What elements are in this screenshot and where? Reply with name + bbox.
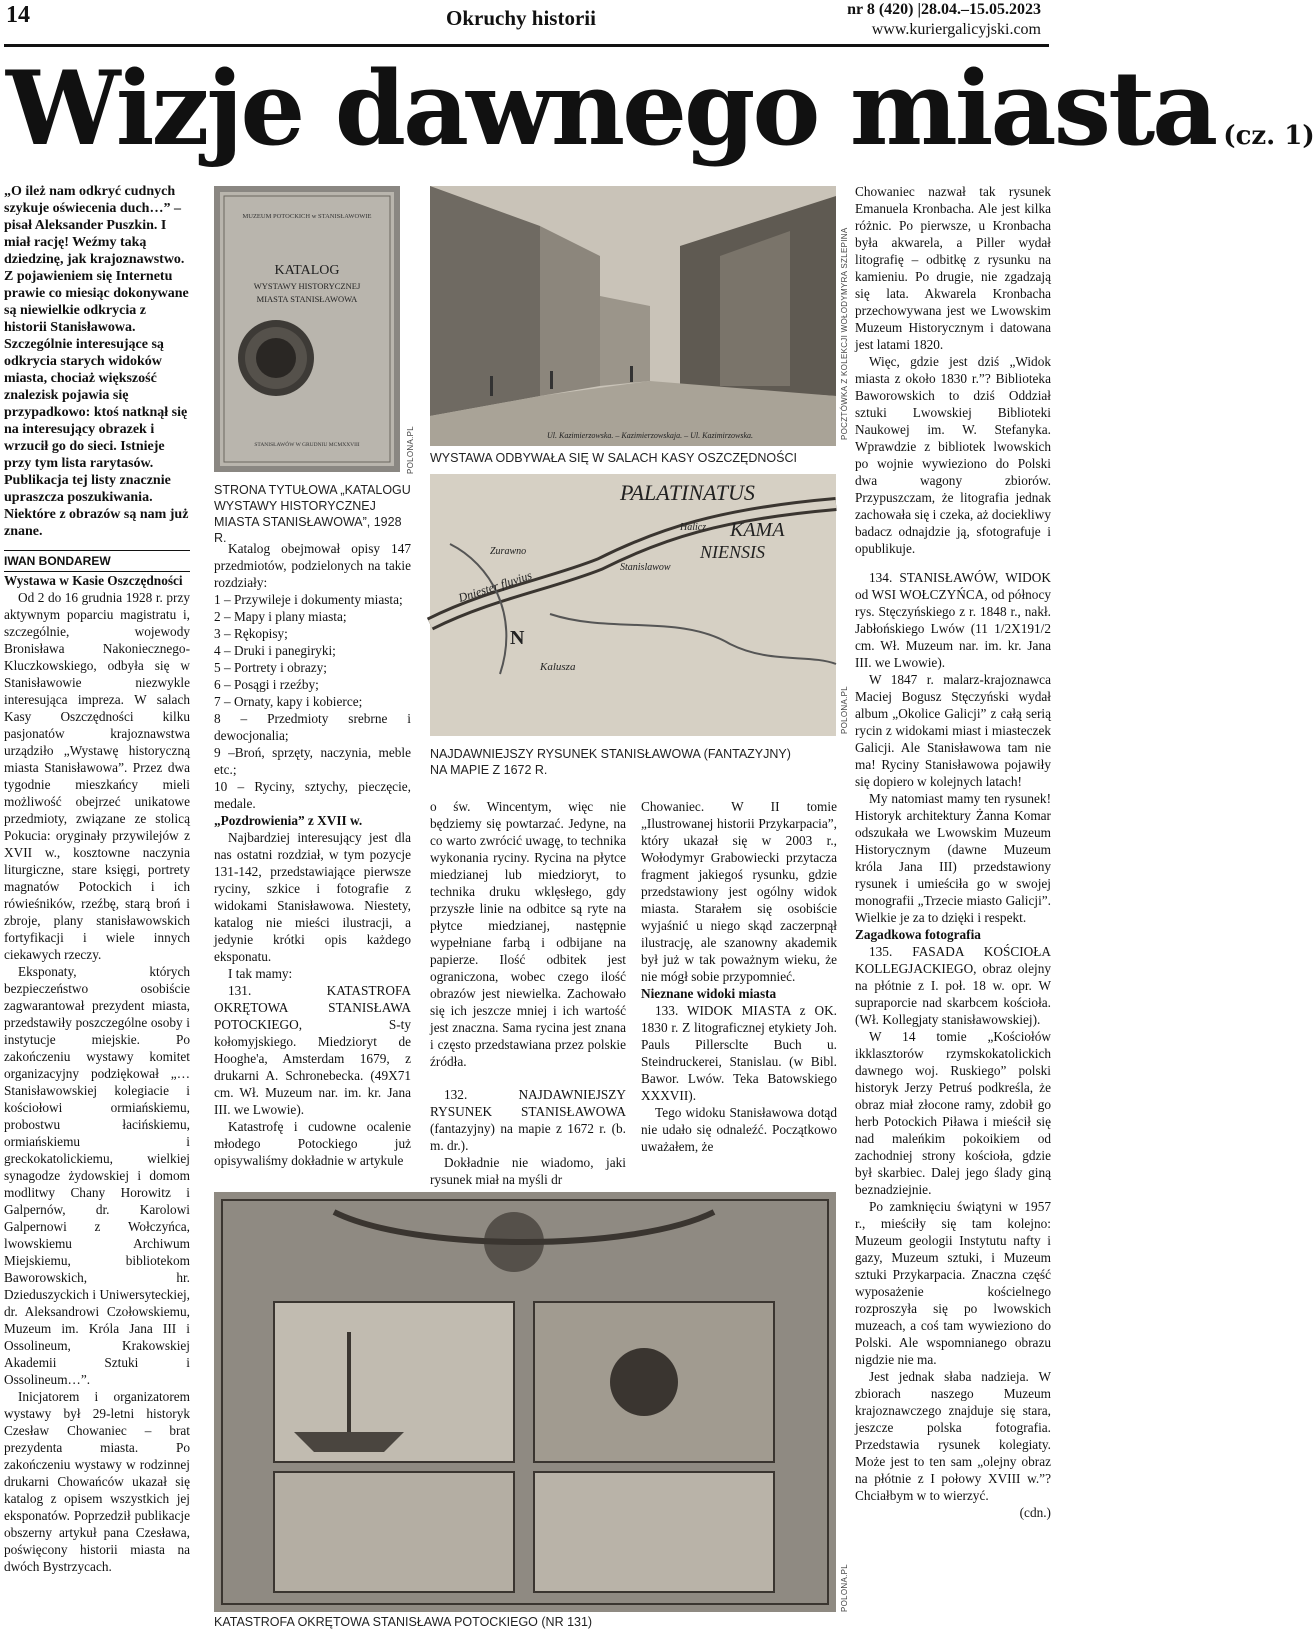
map-label-halicz: Halicz	[680, 522, 707, 533]
headline-part: (cz. 1)	[1223, 121, 1315, 151]
col4-paragraph: Tego widoku Stanisławowa dotąd nie udało się odnaleźć. Początkowo uważałem, że	[641, 1105, 837, 1154]
street-caption: WYSTAWA ODBYWAŁA SIĘ W SALACH KASY OSZCZĘDNOŚCI	[430, 451, 797, 465]
cover-title-3: MIASTA STANISŁAWOWA	[256, 294, 358, 304]
col1-paragraph: Od 2 do 16 grudnia 1928 r. przy aktywnym poparciu magistratu i, szczególnie, wojewody Bronisława Nakoniecznego-Kluczkowskiego, odbyła się w Stanisławowie niezwykle interesująca impreza. W salach Kasy Oszczędności kilku pasjonatów krajoznawstwa urządziło „Wystawę historyczną miasta Stanisławowa”. Przez dwa tygodnie mieszkańcy mieli możliwość obejrzeć unikatowe przedmioty, związane ze stolicą Pokucia: oryginały przywilejów z XVII w., kosztowne naczynia liturgiczne, stare księgi, portrety magnatów Potockich i ich rówieśników, rzeźbę, starą broń i zbroje, plany stanisławowskich fortyfikacji i wiele innych ciekawych rzeczy.	[4, 590, 190, 962]
column-3	[430, 798, 626, 1188]
col1-paragraph: Inicjatorem i organizatorem wystawy był 29-letni historyk Czesław Chowaniec – brat prezydenta miasta. Po zakończeniu wystawy w rodzinnej drukarni Chowańców ukazał się katalog z opisem wszystkich jej eksponatów. Poprzedził publikacje obszerny artykuł pana Czesława, poświęcony historii miasta na dwóch Bystrzycach.	[4, 1389, 190, 1574]
col2-paragraph: Katastrofę i cudowne ocalenie młodego Potockiego już opisywaliśmy dokładnie w artykule	[214, 1119, 411, 1168]
author-byline: IWAN BONDAREW	[4, 550, 190, 572]
col5-paragraph: Jest jednak słaba nadzieja. W zbiorach naszego Muzeum krajoznawczego znajduje się stara, jeszcze polska fotografia. Przedstawia rysunek kolegiaty. Może jest to ten sam „olejny obraz na płótnie z I połowy XVIII w.”? Chciałbym w to wierzyć.	[855, 1369, 1051, 1503]
column-1	[4, 183, 190, 1575]
col1-paragraph: Eksponaty, których bezpieczeństwo osobiście zagwarantował prezydent miasta, przedstawiły poszczególne osoby i instytucje miejskie. Po zakończeniu wystawy komitet organizacyjny podziękował „…Stanisławowskiej kolegiacie i kościołowi ormiańskiemu, probostwu łacińskiemu, ormiańskiemu i greckokatolickiemu, wielkiej synagodze żydowskiej i domom modlitwy Chany Horowitz i Galpernów, dr. Karolowi Galpernowi z Wołczyńca, lwowskiemu Archiwum Miejskiemu, bibliotekom Baworowskich, hr. Dzieduszyckich i Uniwersyteckiej, dr. Aleksandrowi Czołowskiemu, Muzeum im. Króla Jana III i Ossolineum, Krakowskiej Akademii Sztuki i Ossolineum…”.	[4, 964, 190, 1387]
chapter-item: 8 – Przedmioty srebrne i dewocjonalia;	[214, 711, 411, 743]
col2-paragraph: Katalog obejmował opisy 147 przedmiotów, podzielonych na takie rozdziały:	[214, 541, 411, 590]
catalog-credit: POLONA.PL	[406, 425, 415, 474]
chapter-item: 2 – Mapy i plany miasta;	[214, 609, 347, 624]
subhead-unknown-views: Nieznane widoki miasta	[641, 986, 777, 1001]
chapter-item: 1 – Przywileje i dokumenty miasta;	[214, 592, 403, 607]
headline-text: Wizje dawnego miasta	[6, 49, 1216, 169]
map-label-kalusza: Kalusza	[540, 661, 576, 673]
map-label-niensis: NIENSIS	[700, 542, 765, 562]
column-2	[214, 540, 411, 1169]
col5-paragraph: Chowaniec nazwał tak rysunek Emanuela Kronbacha. Ale jest kilka różnic. Po pierwsze, u Kronbacha była akwarela, a Piller wydał litografię – odbitkę z rysunku na kamieniu. Po drugie, nie zgadzają się lata. Akwarela Kronbacha przechowywana jest we Lwowskim Muzeum Historycznym i datowana jest latami 1820.	[855, 184, 1051, 352]
column-5	[855, 183, 1051, 1521]
section-title: Okruchy historii	[446, 6, 596, 30]
map-label-kama: KAMA	[730, 519, 785, 541]
continued-note: (cdn.)	[1019, 1505, 1051, 1520]
cover-bottom-text: STANISŁAWÓW W GRUDNIU MCMXXVIII	[254, 442, 360, 448]
engraving-image	[214, 1192, 836, 1612]
column-4	[641, 798, 837, 1155]
col5-paragraph: Więc, gdzie jest dziś „Widok miasta z około 1830 r.”? Biblioteka Baworowskich to dziś Oddział sztuki Lwowskiej Biblioteki Naukowej im. W. Stefanyka. Wprawdzie z bibliotek lwowskich po wojnie wywieziono do Polski dwa wagony zbiorów. Przypuszczam, że litografia jednak zachowała się i czeka, aż dociekliwy badacz odnajdzie ją, sfotografuje i opublikuje.	[855, 354, 1051, 556]
col4-paragraph: Chowaniec. W II tomie „Ilustrowanej historii Przykarpacia”, który ukazał się w 2003 r., Wołodymyr Grabowiecki przytacza fragment jakiegoś rysunku, gdzie przedstawiony jest ogólny widok miasta. Starałem się osobiście wyjaśnić u niego skąd zaczerpnął ilustrację, ale szanowny akademik był już w tak poważnym wieku, że nie mógł sobie przypomnieć.	[641, 799, 837, 984]
map-credit: POLONA.PL	[840, 685, 849, 734]
chapter-item: 10 – Ryciny, sztychy, pieczęcie, medale.	[214, 779, 411, 811]
chapter-list	[214, 591, 411, 812]
catalog-caption: STRONA TYTUŁOWA „KATALOGU WYSTAWY HISTORYCZNEJ MIASTA STANISŁAWOWA”, 1928 R.	[214, 483, 411, 545]
col5-paragraph: 134. STANISŁAWÓW, WIDOK od WSI WOŁCZYŃCA, od północy rys. Stęczyńskiego z r. 1848 r., nakł. Jabłońskiego Lwów (11 1/2X191/2 cm. Wł. Muzeum nar. im. kr. Jana III. we Lwowie).	[855, 570, 1051, 670]
col3-paragraph: o św. Wincentym, więc nie będziemy się powtarzać. Jedyne, na co warto zwrócić uwagę, to technika wykonania ryciny. Rycina na płytce miedzianej lub miedzioryt, to technika druku wklęsłego, gdy przyszłe linie na odbitce są ryte na płytce miedzianej, następnie wypełniane farbą i odbijane na papierze. Ilość odbitek jest ograniczona, wobec czego ilość obrazów jest niewielka. Zachowało się ich jeszcze mniej i ich wartość jest znaczna. Sama rycina jest znana i często przedstawiana przez polskie źródła.	[430, 799, 626, 1069]
street-postcard-image	[430, 186, 836, 446]
col5-paragraph: My natomiast mamy ten rysunek! Historyk architektury Żanna Komar odszukała we Lwowskim Muzeum Historycznym (dawne Muzeum króla Jana III) przedstawiony rysunek i umieściła go w swojej monografii „Trzecie miasto Galicji”. Wielkie je za to dzięki i respekt.	[855, 791, 1051, 925]
issue-info	[847, 0, 1041, 40]
lead-paragraph	[4, 183, 190, 540]
engraving-caption: KATASTROFA OKRĘTOWA STANISŁAWA POTOCKIEGO (NR 131)	[214, 1615, 593, 1629]
subhead-exhibition: Wystawa w Kasie Oszczędności	[4, 573, 183, 588]
subhead-mysterious-photo: Zagadkowa fotografia	[855, 927, 981, 942]
issue-number: nr 8 (420) |28.04.–15.05.2023	[847, 1, 1041, 18]
cover-title-1: KATALOG	[274, 263, 340, 278]
col4-paragraph: 133. WIDOK MIASTA z OK. 1830 r. Z litograficznej etykiety Joh. Pauls Pillersclte Buch u. Steindruckerei, Stanislau. (w Bibl. Bawor. Lwów. Teka Batowskiego XXXVII).	[641, 1003, 837, 1103]
col3-paragraph: 132. NAJDAWNIEJSZY RYSUNEK STANISŁAWOWA (fantazyjny) na mapie z 1672 r. (b. m. dr.).	[430, 1087, 626, 1153]
subhead-greetings: „Pozdrowienia” z XVII w.	[214, 813, 363, 828]
chapter-item: 6 – Posągi i rzeźby;	[214, 677, 319, 692]
cover-top-text: MUZEUM POTOCKICH w STANISŁAWOWIE	[242, 213, 372, 220]
chapter-item: 3 – Rękopisy;	[214, 626, 288, 641]
map-label-dniester: Dniester fluvius	[456, 567, 534, 605]
engraving-credit: POLONA.PL	[840, 1563, 849, 1612]
chapter-item: 5 – Portrety i obrazy;	[214, 660, 327, 675]
col5-paragraph: Po zamknięciu świątyni w 1957 r., mieściły się tam kolejno: Muzeum geologii Instytutu nafty i gazy, Muzeum sztuki, i Muzeum sztuki Przykarpacia. Znaczna część wyposażenie kościelnego rozproszyła się po lwowskich muzeach, a coś tam wywieziono do Polski. Ale wspomnianego obrazu nigdzie nie ma.	[855, 1199, 1051, 1367]
col2-paragraph: 131. KATASTROFA OKRĘTOWA STANISŁAWA POTOCKIEGO, S-ty kołomyjskiego. Miedzioryt de Hooghe'a, Amsterdam 1679, z drukarni A. Schronebecka. (49X71 cm. Wł. Muzeum nar. im. kr. Jana III. we Lwowie).	[214, 983, 411, 1117]
catalog-cover-image	[214, 186, 400, 472]
page-number: 14	[6, 2, 30, 28]
map-compass-n: N	[510, 627, 525, 649]
map-label-zurawno: Zurawno	[490, 546, 527, 557]
col5-paragraph: W 1847 r. malarz-krajoznawca Maciej Bogusz Stęczyński wydał album „Okolice Galicji” z całą serią rycin z widokami miast i miasteczek Galicji. Ale Stanisławowa tam nie ma! Ryciny Stanisławowa pojawiły się dopiero w kolejnych latach!	[855, 672, 1051, 789]
chapter-item: 4 – Druki i panegiryki;	[214, 643, 336, 658]
col2-paragraph: Najbardziej interesujący jest dla nas ostatni rozdział, w tym pozycje 131-142, przedstawiające pierwsze ryciny, szkice i fotografie z widokami Stanisławowa. Niestety, katalog nie mieści ilustracji, a jedynie krótki opis każdego eksponatu.	[214, 830, 411, 964]
map-caption: NAJDAWNIEJSZY RYSUNEK STANISŁAWOWA (FANTAZYJNY) NA MAPIE Z 1672 R.	[430, 747, 791, 777]
street-credit: POCZTÓWKA Z KOLEKCJI WOŁODYMYRA SZLEPINA	[840, 227, 849, 440]
chapter-item: 9 –Broń, sprzęty, naczynia, meble etc.;	[214, 745, 411, 777]
chapter-item: 7 – Ornaty, kapy i kobierce;	[214, 694, 363, 709]
col5-paragraph: 135. FASADA KOŚCIOŁA KOLLEGJACKIEGO, obraz olejny na płótnie z I. poł. 18 w. opr. W supraporcie nad skarbcem kościoła. (Wł. Kollegjaty stanisławowskiej).	[855, 944, 1051, 1027]
col3-paragraph: Dokładnie nie wiadomo, jaki rysunek miał na myśli dr	[430, 1155, 626, 1187]
website-link[interactable]: www.kuriergalicyjski.com	[871, 21, 1041, 38]
col2-paragraph: I tak mamy:	[228, 966, 293, 981]
col5-paragraph: W 14 tomie „Kościołów ikklasztorów rzymskokatolickich dawnego woj. Ruskiego” polski historyk Jerzy Petruś podkreśla, że obraz miał złocone ramy, zdobił go herb Potockich Piława i mieścił się nad maleńkim pokoikiem od zachodniej strony kościoła, gdzie był skarbiec. Dalej jego ślady giną beznadziejnie.	[855, 1029, 1051, 1197]
cover-title-2: WYSTAWY HISTORYCZNEJ	[253, 281, 361, 291]
map-label-palatinatus: PALATINATUS	[620, 480, 755, 505]
header-rule	[4, 44, 1049, 47]
postcard-text: Ul. Kazimierzowska. – Kazimierzowskaja. – Ul. Kazimirzowska.	[546, 431, 754, 440]
map-label-stanislawow: Stanislawow	[620, 562, 671, 573]
headline	[6, 49, 1315, 191]
lead-text: „O ileż nam odkryć cudnych szykuje oświecenia duch…” – pisał Aleksander Puszkin. I miał rację! Weźmy taką dziedzinę, jak krajoznawstwo. Z pojawieniem się Internetu prawie co miesiąc dokonywane są niewielkie odkrycia z historii Stanisławowa. Szczególnie interesujące są odkrycia starych widoków miasta, chociaż większość znalezisk pojawia się przypadkowo: ktoś natknął się na interesujący obrazek i wrzucił go do sieci. Istnieje przy tym lista rarytasów. Publikacja tej listy znacznie upraszcza poszukiwania. Niektóre z obrazów są nam już znane.	[4, 184, 189, 539]
map-1672-image	[430, 474, 836, 736]
